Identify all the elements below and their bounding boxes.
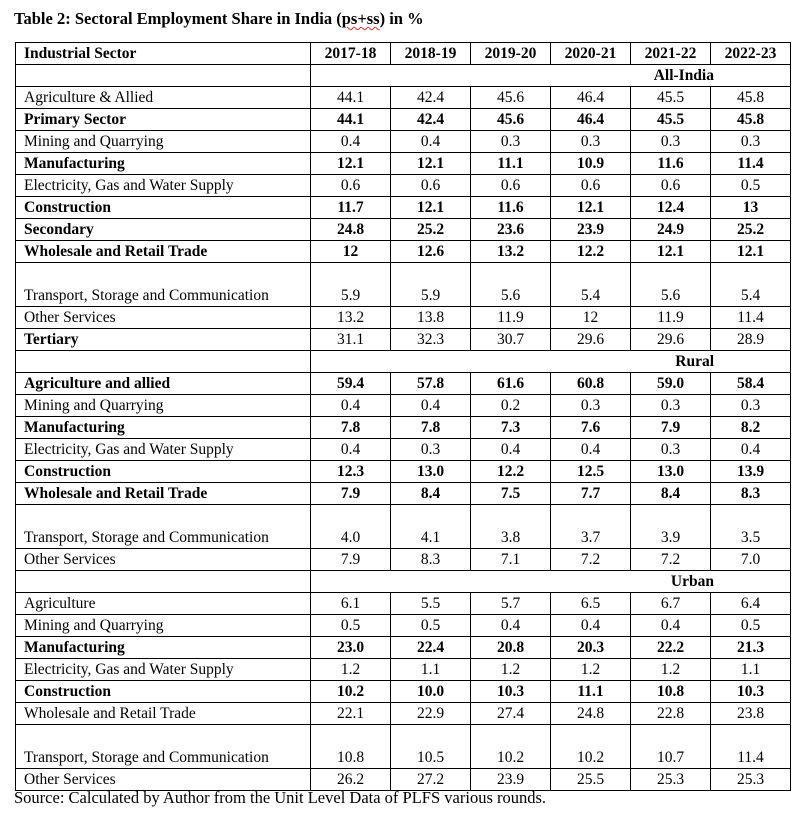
table-row	[16, 109, 791, 131]
value-cell: 25.3	[631, 769, 711, 791]
table-row	[16, 175, 791, 197]
section-header-row	[16, 65, 791, 87]
table-row	[16, 395, 791, 417]
value-cell: 27.4	[471, 703, 551, 725]
value-cell: 25.3	[711, 769, 791, 791]
title-prefix: Table 2: Sectoral Employment Share in India (	[14, 9, 342, 28]
sector-label: Manufacturing	[16, 417, 311, 439]
value-cell: 20.3	[551, 637, 631, 659]
value-cell: 42.4	[391, 87, 471, 109]
sector-label: Construction	[16, 197, 311, 219]
value-cell: 6.1	[311, 593, 391, 615]
section-title: All-India	[311, 65, 791, 87]
header-year: 2022-23	[711, 43, 791, 65]
value-cell: 23.9	[551, 219, 631, 241]
value-cell: 7.2	[551, 549, 631, 571]
source-note: Source: Calculated by Author from the Unit Level Data of PLFS various rounds.	[14, 788, 547, 807]
value-cell: 7.2	[631, 549, 711, 571]
table-row	[16, 241, 791, 263]
value-cell: 8.4	[391, 483, 471, 505]
table-row	[16, 659, 791, 681]
sector-label: Secondary	[16, 219, 311, 241]
value-cell: 45.8	[711, 109, 791, 131]
sector-label: Other Services	[16, 769, 311, 791]
value-cell: 29.6	[551, 329, 631, 351]
value-cell: 1.2	[311, 659, 391, 681]
value-cell: 12.5	[551, 461, 631, 483]
sector-label: Other Services	[16, 549, 311, 571]
value-cell: 12	[311, 241, 391, 263]
value-cell: 46.4	[551, 109, 631, 131]
value-cell: 58.4	[711, 373, 791, 395]
value-cell: 10.3	[711, 681, 791, 703]
value-cell: 0.3	[711, 131, 791, 153]
value-cell: 7.6	[551, 417, 631, 439]
value-cell: 0.4	[551, 439, 631, 461]
value-cell: 57.8	[391, 373, 471, 395]
value-cell: 0.4	[391, 131, 471, 153]
section-empty-cell	[16, 351, 311, 373]
value-cell: 7.5	[471, 483, 551, 505]
value-cell: 0.3	[631, 395, 711, 417]
section-empty-cell	[16, 65, 311, 87]
value-cell: 0.4	[471, 439, 551, 461]
sector-label: Transport, Storage and Communication	[16, 725, 311, 769]
value-cell: 30.7	[471, 329, 551, 351]
value-cell: 1.1	[711, 659, 791, 681]
value-cell: 5.4	[551, 263, 631, 307]
value-cell: 11.7	[311, 197, 391, 219]
section-title: Urban	[311, 571, 791, 593]
value-cell: 1.2	[551, 659, 631, 681]
value-cell: 22.1	[311, 703, 391, 725]
value-cell: 3.7	[551, 505, 631, 549]
table-body	[16, 65, 791, 791]
sector-label: Mining and Quarrying	[16, 615, 311, 637]
value-cell: 12.1	[391, 153, 471, 175]
value-cell: 8.2	[711, 417, 791, 439]
value-cell: 24.8	[311, 219, 391, 241]
sector-label: Transport, Storage and Communication	[16, 263, 311, 307]
value-cell: 45.6	[471, 109, 551, 131]
value-cell: 0.4	[471, 615, 551, 637]
value-cell: 8.3	[391, 549, 471, 571]
value-cell: 29.6	[631, 329, 711, 351]
value-cell: 0.3	[551, 131, 631, 153]
value-cell: 11.4	[711, 307, 791, 329]
value-cell: 45.5	[631, 87, 711, 109]
value-cell: 25.2	[391, 219, 471, 241]
sector-label: Transport, Storage and Communication	[16, 505, 311, 549]
value-cell: 11.6	[471, 197, 551, 219]
value-cell: 11.4	[711, 153, 791, 175]
table-row	[16, 87, 791, 109]
value-cell: 10.7	[631, 725, 711, 769]
table-row	[16, 417, 791, 439]
value-cell: 23.9	[471, 769, 551, 791]
table-row	[16, 461, 791, 483]
sector-label: Agriculture & Allied	[16, 87, 311, 109]
value-cell: 5.4	[711, 263, 791, 307]
value-cell: 20.8	[471, 637, 551, 659]
value-cell: 27.2	[391, 769, 471, 791]
value-cell: 11.1	[551, 681, 631, 703]
value-cell: 13.9	[711, 461, 791, 483]
value-cell: 4.0	[311, 505, 391, 549]
value-cell: 12.1	[551, 197, 631, 219]
value-cell: 21.3	[711, 637, 791, 659]
value-cell: 13.2	[311, 307, 391, 329]
header-year: 2017-18	[311, 43, 391, 65]
value-cell: 8.4	[631, 483, 711, 505]
table-row	[16, 615, 791, 637]
value-cell: 5.5	[391, 593, 471, 615]
value-cell: 59.4	[311, 373, 391, 395]
value-cell: 7.1	[471, 549, 551, 571]
value-cell: 1.2	[471, 659, 551, 681]
value-cell: 0.5	[711, 615, 791, 637]
value-cell: 0.4	[311, 439, 391, 461]
sector-label: Mining and Quarrying	[16, 395, 311, 417]
value-cell: 12.1	[391, 197, 471, 219]
table-row	[16, 593, 791, 615]
value-cell: 23.8	[711, 703, 791, 725]
table-row	[16, 131, 791, 153]
value-cell: 0.3	[711, 395, 791, 417]
value-cell: 10.8	[631, 681, 711, 703]
table-row	[16, 483, 791, 505]
value-cell: 0.5	[711, 175, 791, 197]
value-cell: 0.3	[631, 439, 711, 461]
value-cell: 7.9	[631, 417, 711, 439]
value-cell: 10.2	[551, 725, 631, 769]
value-cell: 7.7	[551, 483, 631, 505]
value-cell: 0.3	[631, 131, 711, 153]
value-cell: 26.2	[311, 769, 391, 791]
value-cell: 10.2	[471, 725, 551, 769]
table-row	[16, 329, 791, 351]
value-cell: 24.8	[551, 703, 631, 725]
value-cell: 0.5	[311, 615, 391, 637]
section-empty-cell	[16, 571, 311, 593]
sector-label: Electricity, Gas and Water Supply	[16, 175, 311, 197]
value-cell: 13.0	[631, 461, 711, 483]
value-cell: 12.1	[711, 241, 791, 263]
sector-label: Wholesale and Retail Trade	[16, 241, 311, 263]
value-cell: 12.2	[551, 241, 631, 263]
value-cell: 3.9	[631, 505, 711, 549]
value-cell: 0.3	[551, 395, 631, 417]
sector-label: Agriculture and allied	[16, 373, 311, 395]
table-title	[14, 9, 424, 29]
table-row	[16, 505, 791, 549]
value-cell: 25.5	[551, 769, 631, 791]
value-cell: 0.4	[631, 615, 711, 637]
value-cell: 0.6	[551, 175, 631, 197]
value-cell: 10.5	[391, 725, 471, 769]
sector-label: Manufacturing	[16, 153, 311, 175]
value-cell: 24.9	[631, 219, 711, 241]
header-year: 2018-19	[391, 43, 471, 65]
value-cell: 0.5	[391, 615, 471, 637]
value-cell: 12.6	[391, 241, 471, 263]
value-cell: 11.9	[631, 307, 711, 329]
sector-label: Construction	[16, 681, 311, 703]
value-cell: 0.4	[711, 439, 791, 461]
employment-share-table	[15, 42, 791, 791]
value-cell: 7.8	[311, 417, 391, 439]
header-sector: Industrial Sector	[16, 43, 311, 65]
value-cell: 12	[551, 307, 631, 329]
header-row	[16, 43, 791, 65]
sector-label: Tertiary	[16, 329, 311, 351]
value-cell: 45.6	[471, 87, 551, 109]
section-title: Rural	[311, 351, 791, 373]
value-cell: 42.4	[391, 109, 471, 131]
sector-label: Wholesale and Retail Trade	[16, 703, 311, 725]
value-cell: 0.6	[311, 175, 391, 197]
value-cell: 12.4	[631, 197, 711, 219]
sector-label: Primary Sector	[16, 109, 311, 131]
table-row	[16, 703, 791, 725]
value-cell: 7.3	[471, 417, 551, 439]
value-cell: 10.9	[551, 153, 631, 175]
value-cell: 10.3	[471, 681, 551, 703]
value-cell: 11.6	[631, 153, 711, 175]
value-cell: 4.1	[391, 505, 471, 549]
value-cell: 13	[711, 197, 791, 219]
sector-label: Construction	[16, 461, 311, 483]
value-cell: 13.8	[391, 307, 471, 329]
value-cell: 22.9	[391, 703, 471, 725]
value-cell: 10.2	[311, 681, 391, 703]
value-cell: 7.8	[391, 417, 471, 439]
value-cell: 44.1	[311, 109, 391, 131]
value-cell: 7.9	[311, 549, 391, 571]
value-cell: 10.8	[311, 725, 391, 769]
value-cell: 5.6	[631, 263, 711, 307]
table-row	[16, 153, 791, 175]
value-cell: 32.3	[391, 329, 471, 351]
sector-label: Other Services	[16, 307, 311, 329]
table-row	[16, 373, 791, 395]
value-cell: 12.1	[311, 153, 391, 175]
value-cell: 10.0	[391, 681, 471, 703]
value-cell: 5.9	[391, 263, 471, 307]
value-cell: 28.9	[711, 329, 791, 351]
sector-label: Agriculture	[16, 593, 311, 615]
table-row	[16, 219, 791, 241]
value-cell: 0.3	[391, 439, 471, 461]
value-cell: 23.6	[471, 219, 551, 241]
value-cell: 1.1	[391, 659, 471, 681]
value-cell: 8.3	[711, 483, 791, 505]
value-cell: 0.6	[391, 175, 471, 197]
value-cell: 6.7	[631, 593, 711, 615]
value-cell: 12.3	[311, 461, 391, 483]
value-cell: 44.1	[311, 87, 391, 109]
value-cell: 11.4	[711, 725, 791, 769]
value-cell: 12.1	[631, 241, 711, 263]
value-cell: 61.6	[471, 373, 551, 395]
value-cell: 0.6	[631, 175, 711, 197]
sector-label: Mining and Quarrying	[16, 131, 311, 153]
value-cell: 59.0	[631, 373, 711, 395]
title-spellcheck-word: ps+ss	[341, 9, 380, 28]
value-cell: 46.4	[551, 87, 631, 109]
value-cell: 0.6	[471, 175, 551, 197]
value-cell: 45.5	[631, 109, 711, 131]
value-cell: 5.6	[471, 263, 551, 307]
value-cell: 60.8	[551, 373, 631, 395]
value-cell: 6.5	[551, 593, 631, 615]
table-row	[16, 637, 791, 659]
value-cell: 1.2	[631, 659, 711, 681]
header-year: 2021-22	[631, 43, 711, 65]
table-row	[16, 681, 791, 703]
value-cell: 0.4	[311, 395, 391, 417]
value-cell: 3.8	[471, 505, 551, 549]
value-cell: 3.5	[711, 505, 791, 549]
value-cell: 5.9	[311, 263, 391, 307]
table-row	[16, 549, 791, 571]
table-row	[16, 439, 791, 461]
header-year: 2020-21	[551, 43, 631, 65]
value-cell: 0.4	[391, 395, 471, 417]
value-cell: 31.1	[311, 329, 391, 351]
value-cell: 45.8	[711, 87, 791, 109]
value-cell: 23.0	[311, 637, 391, 659]
sector-label: Electricity, Gas and Water Supply	[16, 439, 311, 461]
value-cell: 0.3	[471, 131, 551, 153]
section-header-row	[16, 351, 791, 373]
value-cell: 11.1	[471, 153, 551, 175]
sector-label: Electricity, Gas and Water Supply	[16, 659, 311, 681]
header-year: 2019-20	[471, 43, 551, 65]
value-cell: 7.0	[711, 549, 791, 571]
value-cell: 5.7	[471, 593, 551, 615]
value-cell: 13.2	[471, 241, 551, 263]
value-cell: 22.2	[631, 637, 711, 659]
value-cell: 25.2	[711, 219, 791, 241]
section-header-row	[16, 571, 791, 593]
title-suffix: ) in %	[379, 9, 424, 28]
value-cell: 7.9	[311, 483, 391, 505]
value-cell: 13.0	[391, 461, 471, 483]
sector-label: Wholesale and Retail Trade	[16, 483, 311, 505]
table-row	[16, 725, 791, 769]
table-row	[16, 307, 791, 329]
value-cell: 22.4	[391, 637, 471, 659]
table-row	[16, 263, 791, 307]
table-row	[16, 197, 791, 219]
value-cell: 11.9	[471, 307, 551, 329]
value-cell: 22.8	[631, 703, 711, 725]
value-cell: 12.2	[471, 461, 551, 483]
sector-label: Manufacturing	[16, 637, 311, 659]
value-cell: 0.2	[471, 395, 551, 417]
value-cell: 0.4	[311, 131, 391, 153]
value-cell: 0.4	[551, 615, 631, 637]
value-cell: 6.4	[711, 593, 791, 615]
